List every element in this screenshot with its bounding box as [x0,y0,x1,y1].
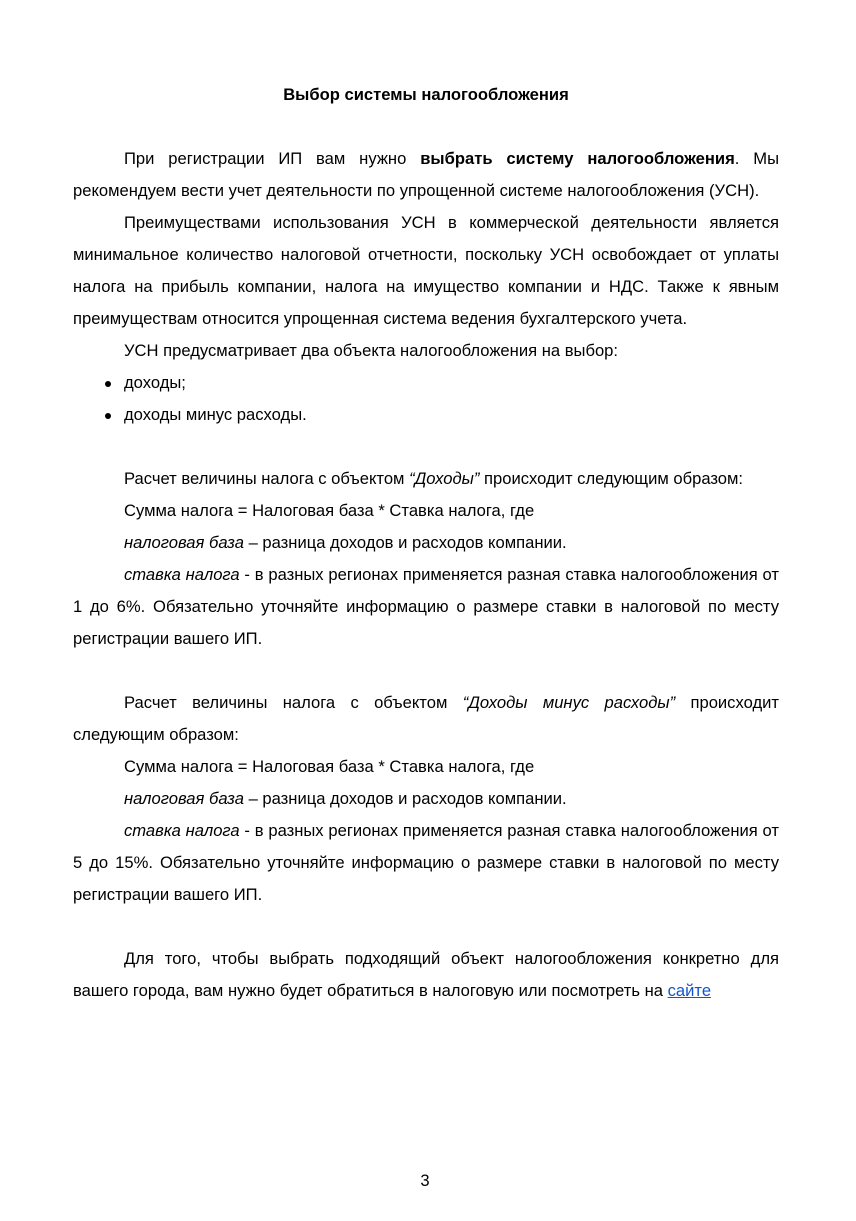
income-rate-definition [73,559,779,655]
income-minus-base-definition [73,783,779,815]
intro-bold-text: выбрать систему налогообложения [420,149,735,168]
income-minus-intro-before: Расчет величины налога с объектом [124,693,463,712]
final-text: Для того, чтобы выбрать подходящий объект налогообложения конкретно для вашего города, вам нужно будет обратиться в налоговую или посмотреть на [73,949,779,1000]
income-intro-before: Расчет величины налога с объектом [124,469,410,488]
paragraph-objects: УСН предусматривает два объекта налогообложения на выбор: [124,341,619,360]
page-number: 3 [420,1171,430,1190]
income-minus-intro-italic: “Доходы минус расходы” [462,693,676,712]
document-body [73,143,779,1007]
income-base-definition [73,527,779,559]
paragraph-intro [73,143,779,207]
bullet-icon [105,381,111,387]
tax-object-list [73,367,779,431]
income-minus-rate-text: - в разных регионах применяется разная ставка налогообложения от 5 до 15%. Обязательно уточняйте информацию о размере ставки в налоговой по месту регистрации вашего ИП. [73,821,779,904]
paragraph-final [73,943,779,1007]
bullet-icon [105,413,111,419]
income-rate-text: - в разных регионах применяется разная ставка налогообложения от 1 до 6%. Обязательно уточняйте информацию о размере ставки в налоговой по месту регистрации вашего ИП. [73,565,779,648]
income-minus-base-text: – разница доходов и расходов компании. [243,789,567,808]
income-intro-italic: “Доходы” [409,469,480,488]
income-minus-rate-term: ставка налога [124,821,240,840]
intro-text-after: . Мы рекомендуем вести учет деятельности по упрощенной системе налогообложения (УСН). [73,149,779,200]
income-base-text: – разница доходов и расходов компании. [243,533,567,552]
list-item [73,367,779,399]
income-formula: Сумма налога = Налоговая база * Ставка налога, где [124,501,535,520]
income-minus-base-term: налоговая база [124,789,244,808]
list-item-text: доходы; [124,373,186,392]
income-base-term: налоговая база [124,533,244,552]
intro-text-before: При регистрации ИП вам нужно [124,149,421,168]
income-intro-after: происходит следующим образом: [479,469,744,488]
document-title: Выбор системы налогообложения [283,85,569,104]
income-minus-intro [73,687,779,751]
income-intro [73,463,779,495]
list-item-text: доходы минус расходы. [124,405,307,424]
site-link[interactable]: сайте [667,981,712,1000]
list-item [73,399,779,431]
paragraph-advantages: Преимуществами использования УСН в коммерческой деятельности является минимальное количество налоговой отчетности, поскольку УСН освобождает от уплаты налога на прибыль компании, налога на имущество компании и НДС. Также к явным преимуществам относится упрощенная система ведения бухгалтерского учета. [73,213,779,328]
income-rate-term: ставка налога [124,565,240,584]
income-minus-formula: Сумма налога = Налоговая база * Ставка налога, где [124,757,535,776]
income-minus-intro-after: происходит следующим образом: [73,693,780,744]
income-minus-rate-definition [73,815,779,911]
